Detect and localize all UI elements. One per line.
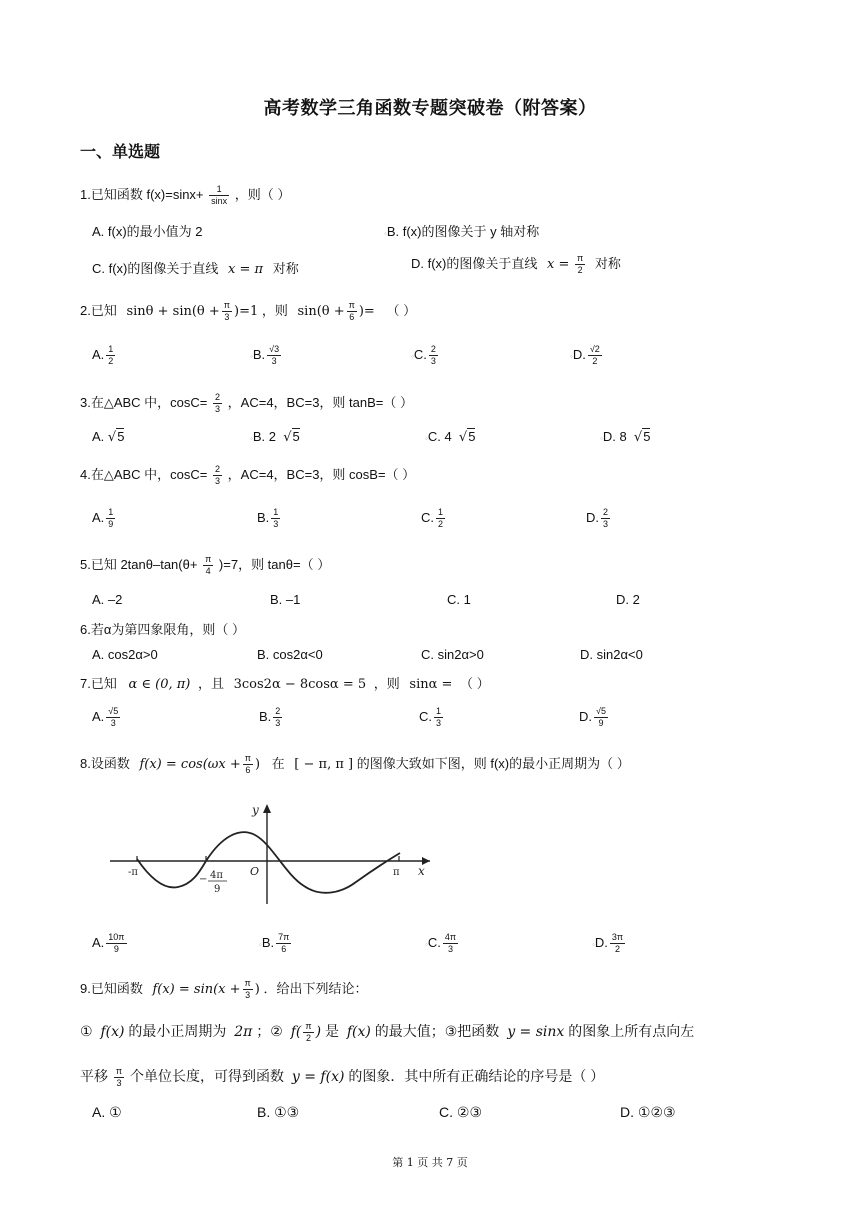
question-6-stem: 6.若α为第四象限角，则（ ） [80, 622, 245, 637]
question-1-stem [80, 184, 290, 207]
q4-stem-a: 4.在△ABC 中，cosC= [80, 467, 208, 482]
q1-option-c[interactable] [92, 258, 299, 277]
q9-suffix: ．给出下列结论： [263, 981, 368, 996]
q9-l2-j: 的最大值；③把函数 [374, 1023, 500, 1040]
q2-math4: )= [358, 304, 375, 319]
q2-b-label: B. [252, 346, 266, 362]
q8-math2: ) [254, 757, 261, 772]
q8-c-frac [443, 932, 458, 955]
q9-option-b[interactable]: B. ①③ [257, 1104, 300, 1120]
q8-b-num: 7π [278, 932, 290, 942]
q4-b-frac [271, 507, 280, 530]
q8-d-frac [610, 932, 625, 955]
q4-option-c[interactable] [421, 507, 447, 530]
q9-option-c[interactable]: C. ②③ [439, 1104, 482, 1120]
q7-mid: ，且 [197, 676, 224, 691]
q2-c-frac [429, 344, 438, 367]
option-dot-icon: ◦ [592, 939, 595, 949]
q1-c-tail: 对称 [272, 261, 299, 276]
q1-stem-prefix: 1.已知函数 f(x)=sinx+ [80, 187, 204, 202]
q8-suffix: 的图像大致如下图，则 f(x)的最小正周期为（ ） [356, 756, 630, 771]
q2-d-frac [588, 344, 602, 367]
q4-a-frac [106, 507, 115, 530]
q8-a-den: 9 [113, 944, 119, 954]
q7-prefix: 7.已知 [80, 676, 117, 691]
q8-b-den: 6 [281, 944, 287, 954]
q9-prefix: 9.已知函数 [80, 981, 143, 996]
q4-stem-b: ，AC=4，BC=3，则 cosB=（ ） [227, 467, 416, 482]
q4-d-num: 2 [603, 507, 609, 517]
q5-stem-b: )=7，则 tanθ=（ ） [218, 557, 331, 572]
q4-b-num: 1 [273, 507, 279, 517]
section-heading: 一、单选题 [80, 144, 161, 161]
q9-l2-fn: π [305, 1021, 312, 1031]
q3-option-c[interactable] [425, 429, 475, 445]
q9-option-d[interactable]: D. ①②③ [620, 1104, 676, 1120]
q7-mid2: ，则 [373, 676, 400, 691]
option-dot-icon: ◦ [570, 351, 573, 361]
q2-f1-den: 3 [224, 312, 230, 323]
q3-stem-b: ，AC=4，BC=3，则 tanB=（ ） [227, 395, 413, 410]
q1-d-text: D. f(x)的图像关于直线 [411, 256, 538, 271]
question-2-stem [80, 300, 416, 323]
y-label: y [252, 803, 259, 817]
q5-option-d[interactable]: D. 2 [616, 592, 640, 607]
q5-fraction [203, 554, 213, 577]
q2-a-frac [106, 344, 115, 367]
q8-a-label: A. [92, 934, 105, 950]
q5-option-a[interactable]: A. –2 [92, 592, 123, 607]
q8-b-label: B. [261, 934, 275, 950]
q8-math1: f(x) = cos(ωx + [139, 757, 241, 772]
q2-f1-num: π [223, 300, 230, 311]
q9-math2: ) [254, 982, 260, 997]
q9-l3-d: 3 [116, 1078, 122, 1088]
q7-c-num: 1 [436, 706, 442, 716]
q7-d-label: D. [579, 708, 592, 724]
q7-b-num: 2 [275, 706, 281, 716]
q2-prefix: 2.已知 [80, 303, 117, 318]
q2-suffix: （ ） [386, 303, 417, 318]
q9-l3-frac [114, 1066, 124, 1089]
q9-l3-c: y = f(x) [291, 1069, 345, 1086]
q2-c-num: 2 [430, 344, 436, 354]
q2-c-den: 3 [430, 356, 436, 366]
q8-fraction [243, 753, 253, 776]
question-3-stem [80, 392, 413, 415]
q5-option-c[interactable]: C. 1 [447, 592, 471, 607]
q9-l2-fd: 2 [305, 1033, 311, 1043]
q9-l2-f: f( [290, 1024, 302, 1041]
option-dot-icon: ◦ [250, 434, 253, 443]
q1-frac-den: sinx [211, 196, 228, 207]
question-8-stem [80, 753, 630, 776]
q2-d-den: 2 [592, 356, 598, 366]
q1-frac-num: 1 [209, 184, 229, 196]
option-dot-icon: ◦ [250, 351, 253, 361]
q8-a-frac [106, 932, 126, 955]
q9-f-num: π [244, 978, 251, 989]
q4-d-den: 3 [603, 519, 609, 529]
q7-c-label: C. [419, 708, 432, 724]
tick-frac-den: 9 [214, 884, 221, 895]
q9-l2-b: f(x) [100, 1024, 125, 1041]
q4-c-den: 2 [438, 519, 444, 529]
q2-d-num: √2 [589, 344, 600, 354]
q7-d-num: √5 [596, 706, 606, 716]
x-label: x [418, 864, 425, 878]
q8-mid: 在 [271, 756, 285, 771]
q3-d-radicand: 5 [643, 429, 651, 444]
q7-c-den: 3 [436, 718, 442, 728]
q4-c-label: C. [421, 509, 434, 525]
q3-f-den: 3 [215, 404, 221, 415]
question-9-stem [80, 978, 367, 1001]
q9-l2-frac [303, 1021, 313, 1044]
q2-frac1 [222, 300, 232, 323]
question-7-stem [80, 673, 490, 692]
page-footer: 第 1 页 共 7 页 [392, 1156, 468, 1169]
page-title: 高考数学三角函数专题突破卷（附答案） [263, 98, 597, 118]
q2-b-num: √3 [269, 344, 280, 354]
q7-math2: 3cos2α − 8cosα = 5 [233, 677, 367, 692]
q4-d-label: D. [586, 509, 599, 525]
q4-c-num: 1 [438, 507, 444, 517]
q3-fraction [213, 392, 222, 415]
q5-stem-a: 5.已知 2tanθ–tan(θ+ [80, 557, 198, 572]
q7-math1: α ∈ (0, π) [128, 677, 191, 692]
q1-c-text: C. f(x)的图像关于直线 [92, 261, 219, 276]
q3-a-radicand: 5 [117, 429, 125, 444]
q2-a-label: A. [92, 346, 105, 362]
q2-option-c[interactable] [411, 344, 440, 367]
q6-option-b[interactable]: B. cos2α<0 [257, 647, 323, 662]
q4-option-b[interactable] [257, 507, 282, 530]
q8-f-den: 6 [245, 765, 251, 776]
q7-d-den: 9 [598, 718, 604, 728]
tick-frac-num: 4π [210, 870, 223, 881]
q8-b-frac [276, 932, 291, 955]
q4-option-d[interactable] [586, 507, 612, 530]
q4-fraction [213, 464, 222, 487]
q3-b-radicand: 5 [292, 429, 300, 444]
q8-math3: [ − π, π ] [294, 757, 354, 772]
q8-option-b[interactable] [259, 932, 293, 955]
q7-b-den: 3 [275, 718, 281, 728]
q2-math3: sin(θ + [297, 304, 345, 319]
q8-f-num: π [244, 753, 251, 764]
q5-f-num: π [205, 554, 212, 565]
q1-d-math: x = [547, 257, 570, 272]
q7-a-label: A. [92, 708, 105, 724]
q8-d-num: 3π [611, 932, 624, 942]
q2-a-den: 2 [108, 356, 114, 366]
y-axis-arrow-icon [263, 804, 271, 813]
option-dot-icon: ◦ [425, 939, 428, 949]
q2-math2: )=1 [234, 304, 259, 319]
q2-c-label: C. [413, 346, 427, 362]
q7-d-frac [594, 706, 608, 729]
question-5-stem [80, 554, 330, 577]
q3-option-d[interactable] [600, 429, 650, 445]
q3-a-label: A. [92, 429, 105, 444]
q1-c-math: x = π [228, 262, 264, 277]
cosine-curve [137, 832, 400, 893]
q1-option-a[interactable]: A. f(x)的最小值为 2 [92, 224, 203, 239]
option-dot-icon: ◦ [600, 434, 603, 443]
q8-option-a[interactable] [92, 932, 129, 955]
option-dot-icon: ◦ [259, 939, 262, 949]
q1-option-b[interactable] [384, 221, 539, 240]
q4-c-frac [436, 507, 445, 530]
q8-option-c[interactable] [425, 932, 460, 955]
q1-d-tail: 对称 [594, 256, 621, 271]
q7-c-frac [434, 706, 443, 729]
pi-label: π [393, 867, 400, 878]
q9-fraction [243, 978, 253, 1001]
q1-option-b-text: B. f(x)的图像关于 y 轴对称 [386, 224, 540, 239]
q2-frac2 [347, 300, 357, 323]
q9-option-a[interactable]: A. ① [92, 1104, 122, 1120]
q4-f-num: 2 [215, 464, 221, 475]
q8-d-den: 2 [614, 944, 620, 954]
q7-a-den: 3 [110, 718, 116, 728]
q7-a-num: √5 [108, 706, 119, 716]
q1-option-d[interactable] [411, 253, 621, 276]
q9-statement-line-1 [80, 1021, 694, 1044]
q3-option-b[interactable] [250, 429, 300, 445]
q3-b-label: B. 2 [252, 429, 276, 444]
q7-option-c[interactable] [419, 706, 445, 729]
q3-d-label: D. 8 [602, 429, 627, 444]
q8-d-label: D. [594, 934, 608, 950]
q1-fraction [209, 184, 229, 207]
question-4-stem [80, 464, 415, 487]
neg-pi-label: -π [128, 867, 138, 878]
option-dot-icon: ◦ [425, 434, 428, 443]
q1-d-num: π [577, 253, 584, 264]
q1-stem-suffix: ，则（ ） [234, 187, 291, 202]
q2-math1: sinθ + sin(θ + [126, 304, 220, 319]
q3-f-num: 2 [215, 392, 221, 403]
q9-l2-k: y = sinx [507, 1024, 565, 1041]
origin-label: O [250, 865, 260, 878]
q2-option-d[interactable] [570, 344, 604, 367]
q5-f-den: 4 [205, 566, 211, 577]
q7-b-label: B. [259, 708, 272, 724]
q9-l2-h: 是 [324, 1023, 339, 1040]
q9-l2-i: f(x) [346, 1024, 371, 1041]
q3-stem-a: 3.在△ABC 中，cosC= [80, 395, 208, 410]
q1-d-fraction [575, 253, 585, 276]
q8-a-num: 10π [108, 932, 125, 942]
q4-d-frac [601, 507, 610, 530]
q4-a-num: 1 [108, 507, 114, 517]
q9-l3-e: 的图象．其中所有正确结论的序号是（ ） [348, 1068, 605, 1085]
q7-math3: sinα = [409, 677, 453, 692]
q2-option-a[interactable] [92, 344, 117, 367]
q1-d-den: 2 [577, 265, 583, 276]
q2-b-frac [267, 344, 281, 367]
option-dot-icon: ◦ [384, 229, 387, 238]
q3-c-label: C. 4 [427, 429, 452, 444]
q2-f2-den: 6 [349, 312, 355, 323]
q9-l2-g: ) [315, 1024, 322, 1041]
q2-option-b[interactable] [250, 344, 283, 367]
q9-l2-l: 的图象上所有点向左 [568, 1023, 695, 1040]
q9-l2-c: 的最小正周期为 [128, 1023, 227, 1040]
q6-option-c[interactable]: C. sin2α>0 [421, 647, 484, 662]
q9-l3-b: 个单位长度，可得到函数 [130, 1068, 284, 1085]
q6-option-a[interactable]: A. cos2α>0 [92, 647, 158, 662]
q9-l2-d: 2π [234, 1024, 253, 1041]
q4-b-label: B. [257, 509, 270, 525]
q2-d-label: D. [572, 346, 586, 362]
q4-b-den: 3 [273, 519, 279, 529]
q9-l3-a: 平移 [80, 1068, 108, 1085]
q5-option-b[interactable]: B. –1 [270, 592, 301, 607]
q7-option-a[interactable] [92, 706, 122, 729]
q7-option-b[interactable] [259, 706, 284, 729]
sqrt-icon: √ [458, 430, 468, 445]
q8-cosine-graph [100, 796, 440, 908]
q2-b-den: 3 [271, 356, 277, 366]
q4-a-label: A. [92, 509, 105, 525]
q9-f-den: 3 [245, 990, 251, 1001]
q9-l2-e: ；② [256, 1023, 283, 1040]
q2-mid: ，则 [261, 303, 288, 318]
q3-option-a[interactable] [92, 429, 124, 445]
q2-a-num: 1 [108, 344, 114, 354]
q9-l3-n: π [115, 1066, 123, 1076]
q4-option-a[interactable] [92, 507, 117, 530]
sqrt-icon: √ [633, 430, 643, 445]
q6-option-d[interactable]: D. sin2α<0 [580, 647, 643, 662]
q4-a-den: 9 [108, 519, 114, 529]
q8-c-label: C. [427, 934, 441, 950]
q7-b-frac [273, 706, 282, 729]
option-dot-icon: ◦ [411, 351, 414, 361]
q8-c-num: 4π [444, 932, 457, 942]
q8-option-d[interactable] [592, 932, 627, 955]
sqrt-icon: √ [283, 430, 292, 445]
q9-math1: f(x) = sin(x + [152, 982, 241, 997]
tick-minus-sign: − [199, 874, 208, 885]
sqrt-icon: √ [107, 430, 117, 445]
q7-suffix: （ ） [460, 676, 490, 691]
q7-option-d[interactable] [579, 706, 610, 729]
q4-f-den: 3 [215, 476, 221, 487]
q2-f2-num: π [348, 300, 355, 311]
q9-statement-line-2 [80, 1066, 604, 1089]
q8-prefix: 8.设函数 [80, 756, 130, 771]
q8-c-den: 3 [447, 944, 453, 954]
q3-c-radicand: 5 [468, 429, 476, 444]
q9-l2-a: ① [80, 1023, 93, 1040]
q7-a-frac [106, 706, 120, 729]
